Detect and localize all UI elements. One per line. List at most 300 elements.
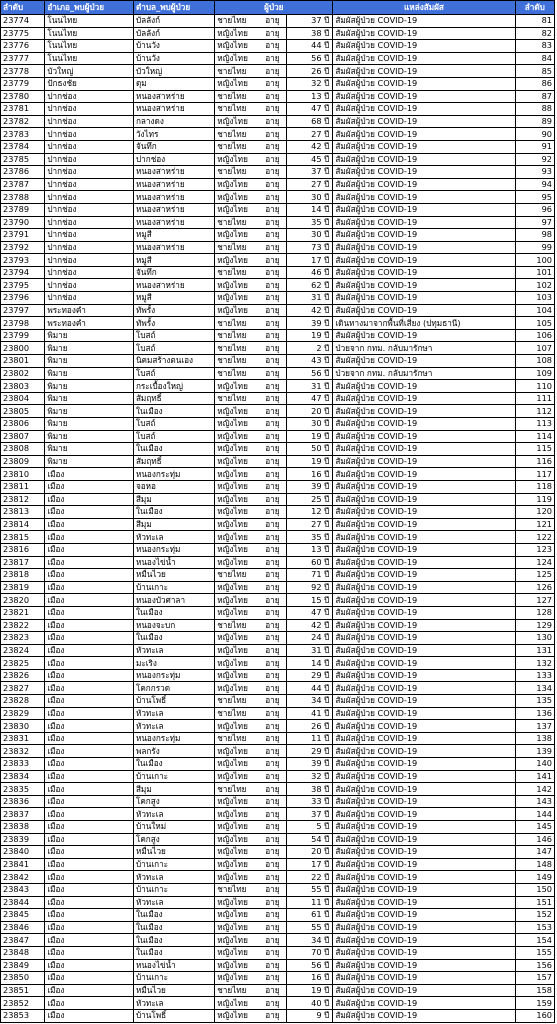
cell-gender: หญิงไทย bbox=[217, 116, 248, 127]
cell-id: 23832 bbox=[1, 745, 45, 758]
cell-id: 23804 bbox=[1, 392, 45, 405]
cell-id: 23800 bbox=[1, 342, 45, 355]
cell-gender: หญิงไทย bbox=[217, 292, 248, 303]
cell-district: พิมาย bbox=[45, 430, 134, 443]
cell-subdistrict: หนองสาหร่าย bbox=[133, 241, 214, 254]
cell-age-label: อายุ bbox=[265, 644, 280, 655]
cell-district: ปากช่อง bbox=[45, 216, 134, 229]
header-subdistrict: ตำบล_พบผู้ป่วย bbox=[133, 1, 214, 15]
cell-seq: 120 bbox=[515, 506, 554, 519]
cell-seq: 88 bbox=[515, 103, 554, 116]
cell-gender: ชายไทย bbox=[217, 141, 247, 152]
cell-id: 23826 bbox=[1, 669, 45, 682]
cell-id: 23792 bbox=[1, 241, 45, 254]
cell-source: สัมผัสผู้ป่วย COVID-19 bbox=[333, 443, 515, 456]
table-row bbox=[1, 594, 555, 607]
cell-subdistrict: ในเมือง bbox=[133, 909, 214, 922]
cell-age-label: อายุ bbox=[265, 796, 280, 807]
cell-age: 15 ปี bbox=[286, 594, 333, 607]
cell-subdistrict: ในเมือง bbox=[133, 946, 214, 959]
cell-id: 23846 bbox=[1, 921, 45, 934]
cell-district: เมือง bbox=[45, 695, 134, 708]
cell-seq: 152 bbox=[515, 909, 554, 922]
cell-patient bbox=[215, 216, 286, 229]
cell-patient bbox=[215, 732, 286, 745]
cell-seq: 108 bbox=[515, 355, 554, 368]
cell-source: สัมผัสผู้ป่วย COVID-19 bbox=[333, 846, 515, 859]
cell-age-label: อายุ bbox=[265, 821, 280, 832]
cell-district: เมือง bbox=[45, 770, 134, 783]
cell-age-label: อายุ bbox=[265, 204, 280, 215]
cell-subdistrict: ดุม bbox=[133, 77, 214, 90]
cell-gender: หญิงไทย bbox=[217, 871, 248, 882]
cell-age-label: อายุ bbox=[265, 393, 280, 404]
cell-patient bbox=[215, 619, 286, 632]
cell-age-label: อายุ bbox=[265, 733, 280, 744]
cell-patient bbox=[215, 65, 286, 78]
cell-district: โนนไทย bbox=[45, 15, 134, 28]
cell-seq: 106 bbox=[515, 329, 554, 342]
table-row bbox=[1, 355, 555, 368]
cell-subdistrict: โคกสูง bbox=[133, 833, 214, 846]
cell-source: สัมผัสผู้ป่วย COVID-19 bbox=[333, 15, 515, 28]
cell-age: 27 ปี bbox=[286, 518, 333, 531]
cell-subdistrict: หนองสาหร่าย bbox=[133, 203, 214, 216]
cell-district: เมือง bbox=[45, 606, 134, 619]
cell-seq: 124 bbox=[515, 556, 554, 569]
cell-id: 23799 bbox=[1, 329, 45, 342]
cell-subdistrict: จันทึก bbox=[133, 266, 214, 279]
table-row bbox=[1, 203, 555, 216]
cell-seq: 138 bbox=[515, 732, 554, 745]
cell-gender: ชายไทย bbox=[217, 783, 247, 794]
cell-seq: 104 bbox=[515, 304, 554, 317]
cell-patient bbox=[215, 518, 286, 531]
cell-id: 23795 bbox=[1, 279, 45, 292]
header-seq: ลำดับ bbox=[515, 1, 554, 15]
cell-source: สัมผัสผู้ป่วย COVID-19 bbox=[333, 619, 515, 632]
cell-district: เมือง bbox=[45, 682, 134, 695]
cell-age-label: อายุ bbox=[265, 493, 280, 504]
cell-age: 20 ปี bbox=[286, 846, 333, 859]
cell-age-label: อายุ bbox=[265, 594, 280, 605]
cell-age: 41 ปี bbox=[286, 707, 333, 720]
cell-subdistrict: กระเบื้องใหญ่ bbox=[133, 380, 214, 393]
cell-gender: ชายไทย bbox=[217, 733, 247, 744]
cell-age: 13 ปี bbox=[286, 543, 333, 556]
header-district: อำเภอ_พบผู้ป่วย bbox=[45, 1, 134, 15]
table-row bbox=[1, 128, 555, 141]
cell-district: ปากช่อง bbox=[45, 266, 134, 279]
cell-patient bbox=[215, 140, 286, 153]
cell-age: 19 ปี bbox=[286, 984, 333, 997]
cell-gender: ชายไทย bbox=[217, 103, 247, 114]
cell-id: 23780 bbox=[1, 90, 45, 103]
cell-source: สัมผัสผู้ป่วย COVID-19 bbox=[333, 745, 515, 758]
cell-source: ป่วยจาก กทม. กลับมารักษา bbox=[333, 367, 515, 380]
cell-district: เมือง bbox=[45, 493, 134, 506]
cell-district: เมือง bbox=[45, 959, 134, 972]
cell-source: สัมผัสผู้ป่วย COVID-19 bbox=[333, 178, 515, 191]
header-source: แหล่งสัมผัส bbox=[333, 1, 515, 15]
cell-age-label: อายุ bbox=[265, 279, 280, 290]
cell-seq: 101 bbox=[515, 266, 554, 279]
cell-age: 19 ปี bbox=[286, 329, 333, 342]
cell-source: สัมผัสผู้ป่วย COVID-19 bbox=[333, 934, 515, 947]
cell-patient bbox=[215, 795, 286, 808]
cell-district: พิมาย bbox=[45, 418, 134, 431]
cell-age: 56 ปี bbox=[286, 52, 333, 65]
cell-district: เมือง bbox=[45, 518, 134, 531]
cell-district: พระทองคำ bbox=[45, 317, 134, 330]
cell-district: ปากช่อง bbox=[45, 140, 134, 153]
cell-seq: 83 bbox=[515, 40, 554, 53]
cell-source: สัมผัสผู้ป่วย COVID-19 bbox=[333, 203, 515, 216]
cell-age: 16 ปี bbox=[286, 972, 333, 985]
cell-patient bbox=[215, 984, 286, 997]
cell-subdistrict: วังไทร bbox=[133, 128, 214, 141]
cell-age-label: อายุ bbox=[265, 985, 280, 996]
table-row bbox=[1, 367, 555, 380]
cell-source: สัมผัสผู้ป่วย COVID-19 bbox=[333, 241, 515, 254]
cell-gender: หญิงไทย bbox=[217, 418, 248, 429]
cell-id: 23815 bbox=[1, 531, 45, 544]
cell-seq: 130 bbox=[515, 632, 554, 645]
cell-district: โนนไทย bbox=[45, 40, 134, 53]
cell-seq: 126 bbox=[515, 581, 554, 594]
cell-district: ปากช่อง bbox=[45, 254, 134, 267]
cell-source: สัมผัสผู้ป่วย COVID-19 bbox=[333, 808, 515, 821]
cell-seq: 117 bbox=[515, 468, 554, 481]
cell-subdistrict: โบสถ์ bbox=[133, 367, 214, 380]
cell-patient bbox=[215, 632, 286, 645]
cell-age-label: อายุ bbox=[265, 909, 280, 920]
cell-gender: หญิงไทย bbox=[217, 53, 248, 64]
cell-source: สัมผัสผู้ป่วย COVID-19 bbox=[333, 103, 515, 116]
cell-source: สัมผัสผู้ป่วย COVID-19 bbox=[333, 480, 515, 493]
cell-seq: 95 bbox=[515, 191, 554, 204]
cell-id: 23852 bbox=[1, 997, 45, 1010]
cell-source: สัมผัสผู้ป่วย COVID-19 bbox=[333, 254, 515, 267]
cell-district: เมือง bbox=[45, 594, 134, 607]
cell-source: สัมผัสผู้ป่วย COVID-19 bbox=[333, 770, 515, 783]
cell-patient bbox=[215, 506, 286, 519]
cell-age-label: อายุ bbox=[265, 556, 280, 567]
cell-age: 42 ปี bbox=[286, 140, 333, 153]
table-row bbox=[1, 443, 555, 456]
cell-seq: 86 bbox=[515, 77, 554, 90]
table-row bbox=[1, 795, 555, 808]
cell-subdistrict: จอหอ bbox=[133, 480, 214, 493]
cell-patient bbox=[215, 266, 286, 279]
cell-age: 56 ปี bbox=[286, 959, 333, 972]
cell-source: ป่วยจาก กทม. กลับมารักษา bbox=[333, 342, 515, 355]
cell-age: 26 ปี bbox=[286, 720, 333, 733]
cell-district: เมือง bbox=[45, 846, 134, 859]
cell-patient bbox=[215, 883, 286, 896]
cell-age: 55 ปี bbox=[286, 883, 333, 896]
cell-gender: หญิงไทย bbox=[217, 859, 248, 870]
cell-id: 23823 bbox=[1, 632, 45, 645]
cell-gender: ชายไทย bbox=[217, 985, 247, 996]
cell-id: 23838 bbox=[1, 821, 45, 834]
cell-district: ปากช่อง bbox=[45, 292, 134, 305]
cell-seq: 111 bbox=[515, 392, 554, 405]
cell-id: 23844 bbox=[1, 896, 45, 909]
cell-subdistrict: ในเมือง bbox=[133, 921, 214, 934]
cell-age-label: อายุ bbox=[265, 317, 280, 328]
cell-age: 34 ปี bbox=[286, 934, 333, 947]
cell-district: พิมาย bbox=[45, 455, 134, 468]
cell-age: 29 ปี bbox=[286, 745, 333, 758]
cell-id: 23818 bbox=[1, 569, 45, 582]
cell-gender: หญิงไทย bbox=[217, 443, 248, 454]
cell-seq: 116 bbox=[515, 455, 554, 468]
cell-age-label: อายุ bbox=[265, 934, 280, 945]
cell-subdistrict: บัลลังก์ bbox=[133, 27, 214, 40]
cell-district: ปากช่อง bbox=[45, 115, 134, 128]
cell-seq: 118 bbox=[515, 480, 554, 493]
cell-source: สัมผัสผู้ป่วย COVID-19 bbox=[333, 292, 515, 305]
cell-patient bbox=[215, 367, 286, 380]
table-row bbox=[1, 254, 555, 267]
cell-patient bbox=[215, 821, 286, 834]
cell-patient bbox=[215, 392, 286, 405]
table-row bbox=[1, 556, 555, 569]
cell-seq: 99 bbox=[515, 241, 554, 254]
cell-source: สัมผัสผู้ป่วย COVID-19 bbox=[333, 821, 515, 834]
cell-seq: 93 bbox=[515, 166, 554, 179]
cell-id: 23821 bbox=[1, 606, 45, 619]
cell-seq: 115 bbox=[515, 443, 554, 456]
cell-subdistrict: หนองไข่น้ำ bbox=[133, 556, 214, 569]
table-row bbox=[1, 745, 555, 758]
cell-age: 40 ปี bbox=[286, 997, 333, 1010]
cell-id: 23847 bbox=[1, 934, 45, 947]
table-row bbox=[1, 732, 555, 745]
cell-patient bbox=[215, 707, 286, 720]
cell-id: 23848 bbox=[1, 946, 45, 959]
cell-subdistrict: หัวทะเล bbox=[133, 997, 214, 1010]
table-row bbox=[1, 518, 555, 531]
table-row bbox=[1, 178, 555, 191]
cell-age-label: อายุ bbox=[265, 1010, 280, 1021]
cell-age-label: อายุ bbox=[265, 153, 280, 164]
cell-gender: หญิงไทย bbox=[217, 468, 248, 479]
cell-patient bbox=[215, 380, 286, 393]
cell-age: 38 ปี bbox=[286, 783, 333, 796]
cell-district: เมือง bbox=[45, 795, 134, 808]
cell-source: สัมผัสผู้ป่วย COVID-19 bbox=[333, 65, 515, 78]
cell-district: ปากช่อง bbox=[45, 166, 134, 179]
cell-age-label: อายุ bbox=[265, 342, 280, 353]
cell-age-label: อายุ bbox=[265, 418, 280, 429]
cell-source: สัมผัสผู้ป่วย COVID-19 bbox=[333, 279, 515, 292]
cell-age: 47 ปี bbox=[286, 392, 333, 405]
cell-age-label: อายุ bbox=[265, 53, 280, 64]
cell-district: เมือง bbox=[45, 821, 134, 834]
table-row bbox=[1, 619, 555, 632]
cell-seq: 122 bbox=[515, 531, 554, 544]
cell-id: 23837 bbox=[1, 808, 45, 821]
cell-patient bbox=[215, 115, 286, 128]
cell-source: สัมผัสผู้ป่วย COVID-19 bbox=[333, 153, 515, 166]
cell-age: 61 ปี bbox=[286, 909, 333, 922]
cell-age-label: อายุ bbox=[265, 405, 280, 416]
cell-age-label: อายุ bbox=[265, 582, 280, 593]
cell-seq: 141 bbox=[515, 770, 554, 783]
cell-seq: 89 bbox=[515, 115, 554, 128]
cell-id: 23835 bbox=[1, 783, 45, 796]
cell-patient bbox=[215, 669, 286, 682]
cell-patient bbox=[215, 153, 286, 166]
cell-seq: 81 bbox=[515, 15, 554, 28]
cell-patient bbox=[215, 745, 286, 758]
cell-id: 23812 bbox=[1, 493, 45, 506]
cell-patient bbox=[215, 430, 286, 443]
cell-patient bbox=[215, 480, 286, 493]
cell-age-label: อายุ bbox=[265, 506, 280, 517]
cell-id: 23817 bbox=[1, 556, 45, 569]
cell-id: 23779 bbox=[1, 77, 45, 90]
cell-subdistrict: ทัพรั้ง bbox=[133, 304, 214, 317]
cell-subdistrict: บ้านโพธิ์ bbox=[133, 1009, 214, 1022]
cell-source: สัมผัสผู้ป่วย COVID-19 bbox=[333, 695, 515, 708]
cell-subdistrict: พลกรัง bbox=[133, 745, 214, 758]
cell-age-label: อายุ bbox=[265, 116, 280, 127]
cell-subdistrict: หัวทะเล bbox=[133, 871, 214, 884]
cell-id: 23822 bbox=[1, 619, 45, 632]
cell-source: สัมผัสผู้ป่วย COVID-19 bbox=[333, 883, 515, 896]
cell-source: สัมผัสผู้ป่วย COVID-19 bbox=[333, 166, 515, 179]
cell-seq: 150 bbox=[515, 883, 554, 896]
cell-gender: หญิงไทย bbox=[217, 796, 248, 807]
table-row bbox=[1, 266, 555, 279]
cell-gender: หญิงไทย bbox=[217, 456, 248, 467]
table-row bbox=[1, 279, 555, 292]
cell-gender: หญิงไทย bbox=[217, 279, 248, 290]
cell-subdistrict: โคกกรวด bbox=[133, 682, 214, 695]
table-row bbox=[1, 531, 555, 544]
cell-age: 11 ปี bbox=[286, 732, 333, 745]
cell-subdistrict: บ้านเกาะ bbox=[133, 770, 214, 783]
table-row bbox=[1, 833, 555, 846]
cell-source: สัมผัสผู้ป่วย COVID-19 bbox=[333, 909, 515, 922]
cell-district: เมือง bbox=[45, 921, 134, 934]
cell-district: เมือง bbox=[45, 531, 134, 544]
cell-source: สัมผัสผู้ป่วย COVID-19 bbox=[333, 506, 515, 519]
cell-age-label: อายุ bbox=[265, 619, 280, 630]
cell-district: พิมาย bbox=[45, 405, 134, 418]
cell-district: เมือง bbox=[45, 896, 134, 909]
cell-age: 71 ปี bbox=[286, 569, 333, 582]
cell-age: 62 ปี bbox=[286, 279, 333, 292]
cell-source: สัมผัสผู้ป่วย COVID-19 bbox=[333, 959, 515, 972]
cell-subdistrict: สีมุม bbox=[133, 783, 214, 796]
table-row bbox=[1, 103, 555, 116]
table-row bbox=[1, 657, 555, 670]
cell-source: สัมผัสผู้ป่วย COVID-19 bbox=[333, 140, 515, 153]
cell-gender: หญิงไทย bbox=[217, 531, 248, 542]
cell-age-label: อายุ bbox=[265, 972, 280, 983]
cell-seq: 131 bbox=[515, 644, 554, 657]
cell-seq: 137 bbox=[515, 720, 554, 733]
cell-source: เดินทางมาจากพื้นที่เสี่ยง (ปทุมธานี) bbox=[333, 317, 515, 330]
cell-patient bbox=[215, 52, 286, 65]
cell-seq: 110 bbox=[515, 380, 554, 393]
cell-id: 23790 bbox=[1, 216, 45, 229]
cell-district: เมือง bbox=[45, 783, 134, 796]
cell-age-label: อายุ bbox=[265, 40, 280, 51]
cell-gender: หญิงไทย bbox=[217, 745, 248, 756]
cell-gender: หญิงไทย bbox=[217, 254, 248, 265]
cell-district: เมือง bbox=[45, 506, 134, 519]
cell-subdistrict: โบสถ์ bbox=[133, 329, 214, 342]
cell-age-label: อายุ bbox=[265, 859, 280, 870]
cell-age-label: อายุ bbox=[265, 670, 280, 681]
cell-id: 23819 bbox=[1, 581, 45, 594]
cell-age: 47 ปี bbox=[286, 103, 333, 116]
table-row bbox=[1, 1009, 555, 1022]
cell-age: 19 ปี bbox=[286, 430, 333, 443]
cell-subdistrict: โบสถ์ bbox=[133, 418, 214, 431]
cell-gender: หญิงไทย bbox=[217, 544, 248, 555]
cell-gender: หญิงไทย bbox=[217, 191, 248, 202]
header-patient: ผู้ป่วย bbox=[215, 1, 333, 15]
cell-id: 23806 bbox=[1, 418, 45, 431]
cell-patient bbox=[215, 279, 286, 292]
cell-age: 55 ปี bbox=[286, 921, 333, 934]
cell-district: เมือง bbox=[45, 480, 134, 493]
cell-seq: 90 bbox=[515, 128, 554, 141]
cell-subdistrict: หมื่นไวย bbox=[133, 984, 214, 997]
cell-seq: 107 bbox=[515, 342, 554, 355]
table-row bbox=[1, 896, 555, 909]
cell-age-label: อายุ bbox=[265, 304, 280, 315]
cell-gender: ชายไทย bbox=[217, 241, 247, 252]
cell-age: 54 ปี bbox=[286, 833, 333, 846]
cell-patient bbox=[215, 808, 286, 821]
cell-age-label: อายุ bbox=[265, 959, 280, 970]
cell-district: ปากช่อง bbox=[45, 191, 134, 204]
cell-id: 23840 bbox=[1, 846, 45, 859]
cell-gender: หญิงไทย bbox=[217, 519, 248, 530]
cell-district: เมือง bbox=[45, 871, 134, 884]
cell-gender: หญิงไทย bbox=[217, 644, 248, 655]
cell-age-label: อายุ bbox=[265, 607, 280, 618]
cell-patient bbox=[215, 103, 286, 116]
cell-source: สัมผัสผู้ป่วย COVID-19 bbox=[333, 833, 515, 846]
cell-seq: 97 bbox=[515, 216, 554, 229]
cell-age: 27 ปี bbox=[286, 128, 333, 141]
table-row bbox=[1, 909, 555, 922]
cell-district: เมือง bbox=[45, 972, 134, 985]
cell-subdistrict: บ้านเกาะ bbox=[133, 972, 214, 985]
cell-source: สัมผัสผู้ป่วย COVID-19 bbox=[333, 128, 515, 141]
cell-age-label: อายุ bbox=[265, 783, 280, 794]
cell-age-label: อายุ bbox=[265, 947, 280, 958]
cell-district: เมือง bbox=[45, 569, 134, 582]
cell-gender: หญิงไทย bbox=[217, 833, 248, 844]
cell-age-label: อายุ bbox=[265, 430, 280, 441]
cell-source: สัมผัสผู้ป่วย COVID-19 bbox=[333, 921, 515, 934]
cell-gender: หญิงไทย bbox=[217, 972, 248, 983]
table-row bbox=[1, 682, 555, 695]
cell-district: เมือง bbox=[45, 858, 134, 871]
cell-gender: หญิงไทย bbox=[217, 594, 248, 605]
cell-id: 23778 bbox=[1, 65, 45, 78]
cell-patient bbox=[215, 203, 286, 216]
